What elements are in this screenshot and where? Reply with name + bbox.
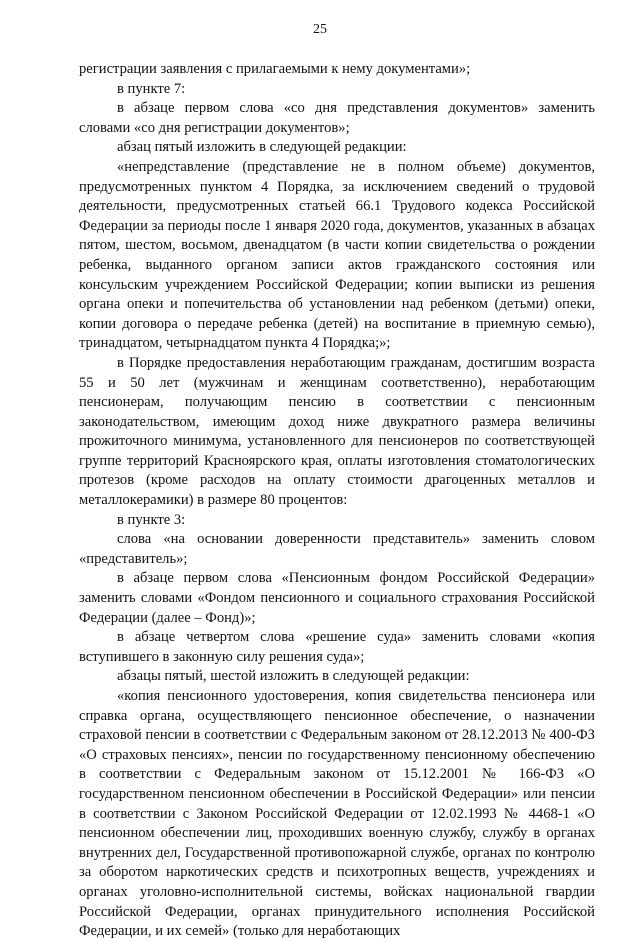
- paragraph-predstavitel: слова «на основании доверенности представитель» заменить словом «представитель»;: [79, 531, 595, 567]
- paragraph-fifth-sixth-intro: абзацы пятый, шестой изложить в следующей редакции:: [117, 668, 470, 685]
- paragraph-poryadok-protezy: в Порядке предоставления неработающим гражданам, достигшим возраста 55 и 50 лет (мужчинам и женщинам соответственно), неработающим пенсионерам, получающим пенсию в соответствии с пенсионным законодательством, имеющим доход ниже двукратного размера величины прожиточного минимума, установленного для пенсионеров по соответствующей группе территорий Красноярского края, оплаты изготовления стоматологических протезов (кроме расходов на оплату стоимости драгоценных металлов и металлокерамики) в размере 80 процентов:: [79, 354, 595, 509]
- paragraph-pension-certificate: «копия пенсионного удостоверения, копия свидетельства пенсионера или справка органа, осуществляющего пенсионное обеспечение, о назначении страховой пенсии в соответствии с Федеральным законом от 28.12.2013 № 400-ФЗ «О страховых пенсиях», пенсии по государственному пенсионному обеспечению в соответствии с Федеральным законом от 15.12.2001 № 166-ФЗ «О государственном пенсионном обеспечении в Российской Федерации» или пенсии в соответствии с Законом Российской Федерации от 12.02.1993 № 4468-1 «О пенсионном обеспечении лиц, проходивших военную службу, службу в органах внутренних дел, Государственной противопожарной службе, органах по контролю за оборотом наркотических средств и психотропных веществ, учреждениях и органах уголовно-исполнительной системы, войсках национальной гвардии Российской Федерации, органах принудительного исполнения Российской Федерации, и их семей» (только для неработающих: [79, 688, 595, 940]
- paragraph-nepredstavlenie: «непредставление (представление не в полном объеме) документов, предусмотренных пунктом 4 Порядка, за исключением сведений о трудовой деятельности, предусмотренных статьей 66.1 Трудового кодекса Российской Федерации за периоды после 1 января 2020 года, документов, указанных в абзацах пятом, шестом, восьмом, двенадцатом (в части копии свидетельства о рождении ребенка, выданного органом записи актов гражданского состояния или консульским учреждением Российской Федерации; копии выписки из решения органа опеки и попечительства об установлении над ребенком (детьми) опеки, копии договора о передаче ребенка (детей) на воспитание в приемную семью), тринадцатом, четырнадцатом пункта 4 Порядка;»;: [79, 158, 595, 352]
- paragraph-continuation: регистрации заявления с прилагаемыми к нему документами»;: [79, 61, 471, 77]
- paragraph-first-abzac-replace: в абзаце первом слова «со дня представления документов» заменить словами «со дня регистрации документов»;: [79, 100, 595, 136]
- paragraph-fifth-abzac-intro: абзац пятый изложить в следующей редакции:: [117, 139, 407, 156]
- paragraph-point-3: в пункте 3:: [117, 511, 186, 528]
- paragraph-fond-replace: в абзаце первом слова «Пенсионным фондом Российской Федерации» заменить словами «Фондом пенсионного и социального страхования Российской Федерации (далее – Фонд)»;: [79, 570, 595, 626]
- document-body: [79, 60, 595, 942]
- paragraph-point-7: в пункте 7:: [117, 80, 186, 97]
- page-number: 25: [313, 22, 327, 37]
- paragraph-reshenie-suda: в абзаце четвертом слова «решение суда» заменить словами «копия вступившего в законную силу решения суда»;: [79, 629, 595, 665]
